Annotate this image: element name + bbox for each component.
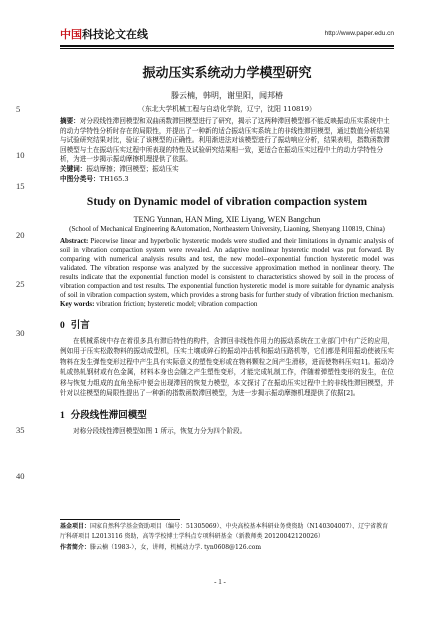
footnote-rule xyxy=(60,519,180,520)
site-logo[interactable] xyxy=(60,28,148,42)
en-affiliation: (School of Mechanical Engineering &Automation, Northeastern University, Liaoning, Shenyang 110819, China) xyxy=(69,225,385,234)
logo-part-paper: 科技论文在线 xyxy=(82,28,148,41)
cn-clc-text: TH165.3 xyxy=(99,174,129,183)
line-number: 15 xyxy=(16,181,25,191)
page-number: - 1 - xyxy=(214,578,226,586)
cn-title: 振动压实系统动力学模型研究 xyxy=(142,66,312,81)
en-keywords xyxy=(60,300,394,309)
line-number: 10 xyxy=(16,150,25,160)
cn-clc-label: 中图分类号： xyxy=(60,174,100,183)
footnote-author xyxy=(60,543,394,553)
footnote-funding-text: 国家自然科学基金资助项目（编号：51305069）、中央高校基本科研业务费资助（N140304007）、辽宁省教育厅科研项目 L2013116 资助，高等学校博士学科点专项科研基金（新教师类 20120042120026） xyxy=(60,523,389,541)
header-rule xyxy=(60,45,394,47)
paper-content xyxy=(60,60,394,437)
line-number: 20 xyxy=(16,230,25,240)
en-abstract-text: Piecewise linear and hyperbolic hysteretic models were studied and their limitations in dynamic analysis of soil in vibration compaction system were revealed. An adaptive nonlinear hysteretic model was put forward. By comparing with numerical analysis results and test, the new model--exponential function hysteretic model was validated. The vibration response was analyzed by the successive approximation method in nonlinear theory. The results indicate that the exponential function model is consistent to characteristics showed by soil in the process of vibration compaction and test results. The exponential function hysteretic model is more suitable for dynamic analysis of soil in vibration compaction system, which provides a strong basis for further study of vibration friction mechanism. xyxy=(60,237,395,299)
footnote-author-text: 滕云楠（1983-），女，讲师，机械动力学. tyn0608@126.com xyxy=(90,543,262,551)
line-number: 30 xyxy=(16,328,25,338)
cn-abstract-text: 对分段线性滞回模型和双曲函数滞回模型进行了研究，揭示了这两种滞回模型都不能反映振动压实系统中土的动力学特性分析时存在的局限性，并提出了一种新的适合振动压实系统上的非线性滞回模型，通过数值分析结果与试验研究结果对比，验证了该模型的正确性。利用渐进法对该模型进行了振动响应分析，结果表明，指数函数滞回模型与土在振动压实过程中所表现的特性及试验研究结果相一致，更适合在振动压实过程中土的动力学特性分析，为进一步揭示振动摩擦机理提供了依据。 xyxy=(60,117,390,164)
footnote-author-label: 作者简介： xyxy=(60,543,91,551)
section-1-title: 分段线性滞回模型 xyxy=(70,410,147,422)
header-rule-thin xyxy=(60,48,394,49)
footnote-funding-label: 基金项目： xyxy=(60,523,91,530)
footnotes xyxy=(60,522,394,553)
line-number: 40 xyxy=(16,471,25,481)
en-title: Study on Dynamic model of vibration compaction system xyxy=(86,196,368,209)
en-keywords-label: Key words: xyxy=(60,299,95,308)
cn-abstract-label: 摘要： xyxy=(60,117,80,125)
en-abstract-label: Abstract: xyxy=(60,237,89,246)
section-0-title: 引言 xyxy=(70,319,90,331)
section-1-paragraph: 对称分段线性滞回模型如图 1 所示，恢复力分为四个阶段。 xyxy=(73,427,247,436)
section-0-heading xyxy=(60,317,394,331)
cn-authors: 滕云楠，韩明，谢里阳，闻邦椿 xyxy=(171,91,283,100)
cn-keywords xyxy=(60,165,394,175)
line-number: 35 xyxy=(16,425,25,435)
cn-abstract xyxy=(60,117,394,165)
en-abstract xyxy=(60,237,394,299)
site-url[interactable]: http://www.paper.edu.cn xyxy=(324,30,394,37)
line-number: 5 xyxy=(16,104,21,114)
section-0-number: 0 xyxy=(60,320,65,331)
logo-part-china: 中国 xyxy=(60,28,82,41)
cn-clc xyxy=(60,175,394,185)
en-authors: TENG Yunnan, HAN Ming, XIE Liyang, WEN Bangchun xyxy=(133,215,321,225)
cn-affiliation: （东北大学机械工程与自动化学院，辽宁，沈阳 110819） xyxy=(138,105,316,113)
cn-keywords-text: 振动摩擦；滞回模型；振动压实 xyxy=(86,164,179,173)
section-1-heading xyxy=(60,407,394,421)
page-header xyxy=(60,28,394,44)
line-number: 25 xyxy=(16,279,25,289)
section-1-number: 1 xyxy=(60,411,65,422)
footnote-funding xyxy=(60,522,394,543)
intro-paragraph: 在机械系统中存在着很多具有滞后特性的构件，含滞回非线性作用力的振动系统在工业部门中有广泛的应用，例如用于压实松散物料的振动成型机，压实土壤或碎石的振动冲击机和振动压路机等，它们都是利用振动使被压实物料在发生弹性变形过程中产生具有实际意义的塑性变形或在物料颗粒之间产生滑移，进而使物料压实[1]。振动冷轧或热轧钢材或有色金属，材料本身也会随之产生塑性变形，才能完成轧制工作，伴随着弹塑性变形的发生，在位移与恢复力组成的直角坐标中便会出现滞回的恢复力模型，本文探讨了在振动压实过程中土的非线性滞回模型，并针对以往模型的局限性提出了一种新的指数函数滞回模型，为进一步揭示振动摩擦机理提供了依据[2]。 xyxy=(60,336,394,398)
cn-keywords-label: 关键词： xyxy=(60,164,87,173)
en-keywords-text: vibration friction; hysteretic model; vibration compaction xyxy=(96,299,258,308)
